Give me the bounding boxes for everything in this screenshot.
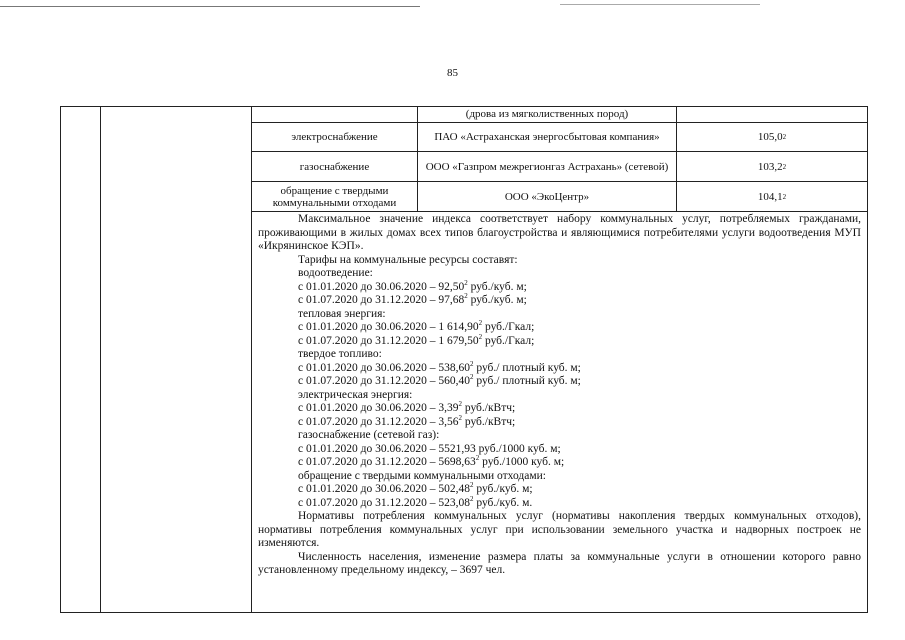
tariff-line [258,413,861,430]
tariff-value: с 01.01.2020 до 30.06.2020 – 5521,93 руб./1000 куб. м; [298,442,561,455]
service-name: электроснабжение [291,131,378,143]
scan-artifact-line [0,6,420,7]
tariff-line [258,456,861,470]
tariff-group-label: тепловая энергия: [298,307,386,320]
row-divider [251,211,868,212]
tariff-line [258,375,861,389]
tariff-unit: руб./ плотный куб. м; [473,361,581,374]
tariff-unit: руб./куб. м; [467,294,527,306]
table-header-fragment: (дрова из мягколиственных пород) [465,108,629,120]
provider-name: ООО «ЭкоЦентр» [504,190,590,203]
provider-name: ООО «Газпром межрегионгаз Астрахань» (сетевой) [425,160,669,173]
footnote-mark: 2 [458,400,462,409]
tariff-value: с 01.07.2020 до 31.12.2020 – 97,68 [298,294,465,306]
tariff-line [258,294,861,308]
footnote-mark: 2 [469,494,474,503]
intro-paragraph: Максимальное значение индекса соответствует набору коммунальных услуг, потребляемых гражданами, проживающими в жилых домах всех типов благоустройства и являющимися потребителями услуги водоотведения МУП «Икрянинское КЭП». [258,213,861,252]
tariff-unit: руб./1000 куб. м; [479,456,565,468]
tariff-unit: руб./куб. м. [473,496,533,509]
tariff-value: с 01.01.2020 до 30.06.2020 – 1 614,90 [298,321,479,333]
tariff-value: с 01.07.2020 до 31.12.2020 – 560,40 [298,375,470,387]
tariff-group-label: электрическая энергия: [298,388,413,401]
tariff-value: с 01.01.2020 до 30.06.2020 – 92,50 [298,280,465,293]
footnote-mark: 2 [478,332,483,341]
footnote-mark: 2 [478,319,483,328]
tariff-unit: руб./Гкал; [482,334,535,347]
tariff-value: с 01.07.2020 до 31.12.2020 – 1 679,50 [298,334,479,347]
tariff-unit: руб./кВтч; [461,402,516,414]
tariff-unit: руб./куб. м; [467,280,527,293]
tariff-value: с 01.07.2020 до 31.12.2020 – 3,56 [298,415,459,428]
tariff-group-label: обращение с твердыми коммунальными отходами: [298,469,546,482]
footnote-mark: 2 [464,278,468,287]
tariff-unit: руб./кВтч; [461,415,516,428]
page-number: 85 [447,67,458,79]
tariff-value: с 01.01.2020 до 30.06.2020 – 538,60 [298,361,470,374]
tariffs-heading: Тарифы на коммунальные ресурсы составят: [298,253,518,266]
scan-artifact-line [560,4,760,5]
tariff-line [258,402,861,416]
index-value: 103,2 2 [757,160,787,173]
index-value: 105,0 2 [757,131,787,143]
column-divider [100,106,101,613]
provider-name: ПАО «Астраханская энергосбытовая компания» [434,131,660,143]
footnote-mark: 2 [464,292,468,301]
population-paragraph: Численность населения, изменение размера платы за коммунальные услуги в отношении которого равно установленному предельному индексу, – 3697 чел. [258,550,861,576]
tariff-unit: руб./Гкал; [482,321,535,333]
footnote-mark: 2 [475,454,480,463]
tariff-group-label: газоснабжение (сетевой газ): [298,429,440,441]
tariff-value: с 01.01.2020 до 30.06.2020 – 3,39 [298,402,459,414]
norms-paragraph: Нормативы потребления коммунальных услуг (нормативы накопления твердых коммунальных отходов), нормативы потребления коммунальных услуг при использовании земельного участка и надворных построек не изменяются. [258,510,861,549]
tariff-value: с 01.07.2020 до 31.12.2020 – 5698,63 [298,456,476,468]
tariff-group-label: твердое топливо: [298,348,382,360]
footnote-mark: 2 [469,373,474,382]
description-text [258,213,861,578]
tariff-line [258,278,861,295]
footnote-mark: 2 [458,413,462,422]
index-value: 104,1 2 [757,190,787,203]
footnote-mark: 2 [469,481,474,490]
service-name: обращение с твердыми коммунальными отходами [272,184,397,209]
service-name: газоснабжение [299,160,370,173]
tariff-line [258,359,861,376]
tariff-value: с 01.07.2020 до 31.12.2020 – 523,08 [298,496,470,509]
tariff-line [258,494,861,511]
tariff-group-label: водоотведение: [298,267,373,279]
tariff-line [258,332,861,349]
tariff-line [258,321,861,335]
tariff-unit: руб./ плотный куб. м; [473,375,581,387]
tariff-line [258,483,861,497]
tariff-unit: руб./куб. м; [473,483,533,495]
footnote-mark: 2 [469,359,474,368]
tariff-line [258,443,861,457]
tariff-list [258,267,861,510]
tariff-value: с 01.01.2020 до 30.06.2020 – 502,48 [298,483,470,495]
